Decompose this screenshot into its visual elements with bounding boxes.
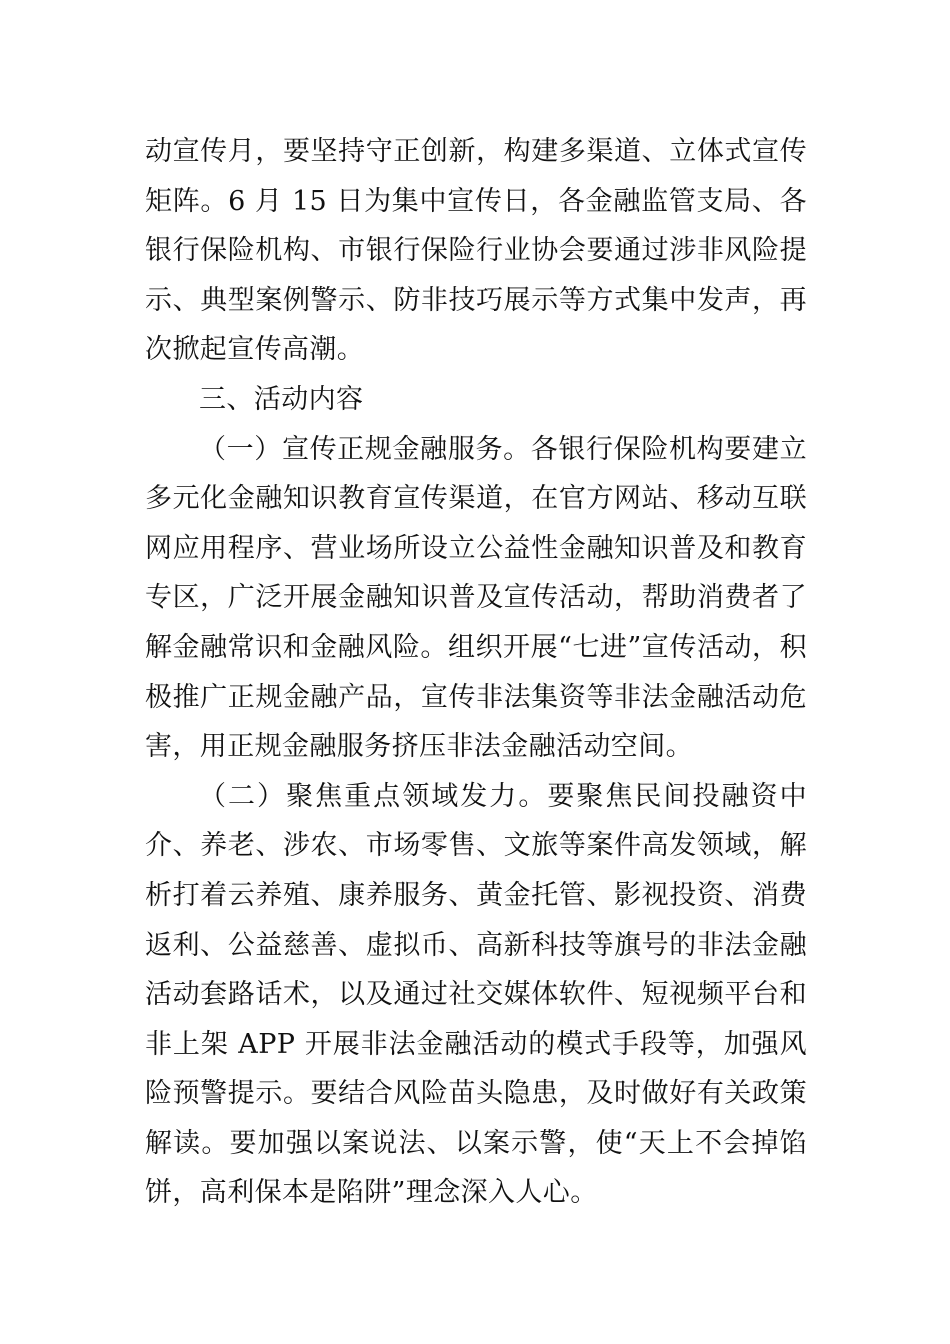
paragraph-continuation: 动宣传月，要坚持守正创新，构建多渠道、立体式宣传矩阵。6 月 15 日为集中宣传日，各金融监管支局、各银行保险机构、市银行保险行业协会要通过涉非风险提示、典型案例警示、防非技巧展示等方式集中发声，再次掀起宣传高潮。 bbox=[145, 136, 807, 366]
paragraph-promote-regular-finance: （一）宣传正规金融服务。各银行保险机构要建立多元化金融知识教育宣传渠道，在官方网站、移动互联网应用程序、营业场所设立公益性金融知识普及和教育专区，广泛开展金融知识普及宣传活动，帮助消费者了解金融常识和金融风险。组织开展“七进”宣传活动，积极推广正规金融产品，宣传非法集资等非法金融活动危害，用正规金融服务挤压非法金融活动空间。 bbox=[145, 433, 807, 763]
section-heading-activity-content: 三、活动内容 bbox=[199, 383, 364, 415]
document-body bbox=[145, 127, 807, 1218]
paragraph-focus-key-areas: （二）聚焦重点领域发力。要聚焦民间投融资中介、养老、涉农、市场零售、文旅等案件高发领域，解析打着云养殖、康养服务、黄金托管、影视投资、消费返利、公益慈善、虚拟币、高新科技等旗号的非法金融活动套路话术，以及通过社交媒体软件、短视频平台和非上架 APP 开展非法金融活动的模式手段等，加强风险预警提示。要结合风险苗头隐患，及时做好有关政策解读。要加强以案说法、以案示警，使“天上不会掉馅饼，高利保本是陷阱”理念深入人心。 bbox=[145, 780, 807, 1209]
